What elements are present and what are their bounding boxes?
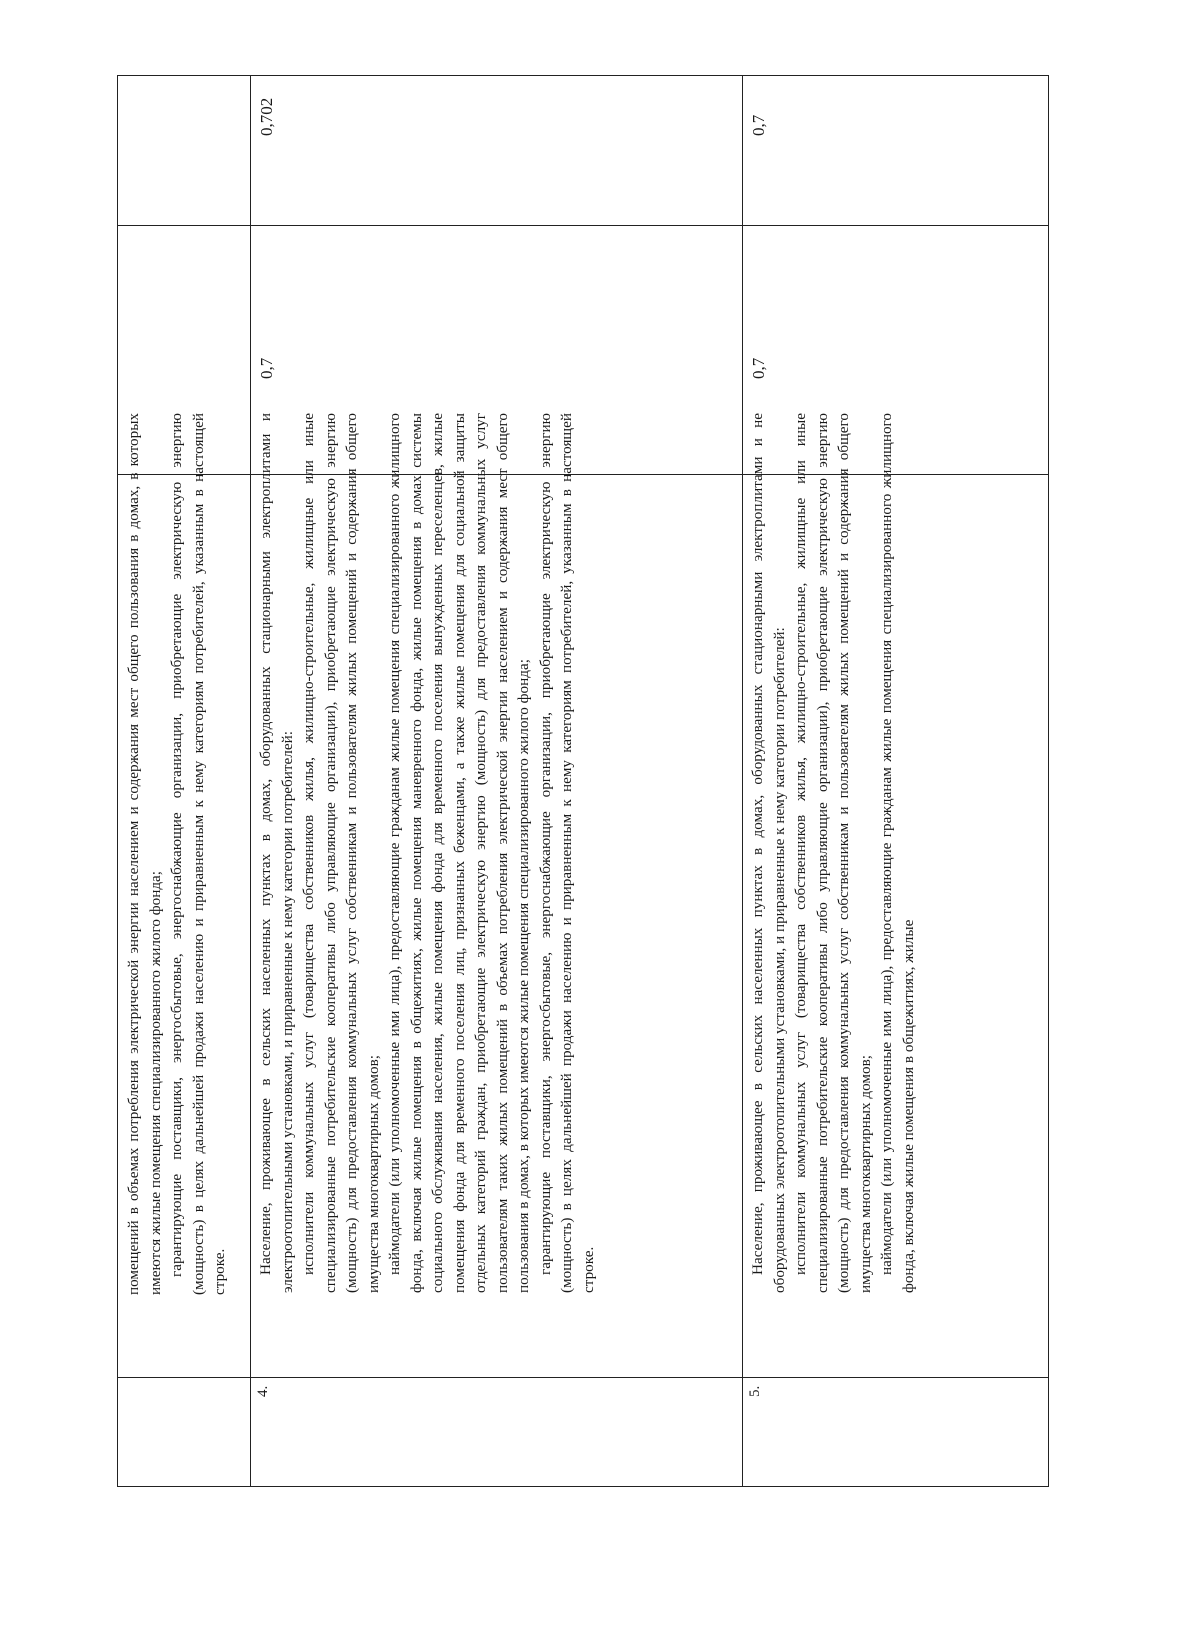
- row-text: [747, 413, 919, 1293]
- row-number: 5.: [747, 1385, 763, 1397]
- row-text: [123, 413, 231, 1295]
- value-cell: 0,702: [257, 97, 276, 136]
- paragraph: наймодатели (или уполномоченные ими лица), предоставляющие гражданам жилые помещения специализированного жилищного фонда, включая жилые помещения в общежитиях, жилые помещения маневренного фонда, жилые помещения в домах системы социального обслуживания населения, жилые помещения фонда для временного поселения вынужденных переселенцев, жилые помещения фонда для временного поселения лиц, признанных беженцами, а также жилые помещения для социальной защиты отдельных категорий граждан, приобретающие электрическую энергию (мощность) для предоставления коммунальных услуг пользователям таких жилых помещений в объемах потребления электрической энергии населением и содержания мест общего пользования в домах, в которых имеются жилые помещения специализированного жилого фонда;: [386, 413, 532, 1293]
- value-cell: 0,7: [257, 357, 276, 379]
- value-cell: 0,7: [749, 357, 768, 379]
- paragraph: помещений в объемах потребления электрической энергии населением и содержания мест общего пользования в домах, в которых имеются жилые помещения специализированного жилого фонда;: [125, 413, 164, 1295]
- table-row: [249, 75, 741, 1487]
- table-row: [741, 75, 1049, 1487]
- paragraph: гарантирующие поставщики, энергосбытовые, энергоснабжающие организации, приобретающие электрическую энергию (мощность) в целях дальнейшей продажи населению и приравненным к нему категориям потребителей, указанным в настоящей строке.: [536, 413, 597, 1293]
- row-text: [255, 413, 599, 1293]
- paragraph: гарантирующие поставщики, энергосбытовые, энергоснабжающие организации, приобретающие электрическую энергию (мощность) в целях дальнейшей продажи населению и приравненным к нему категориям потребителей, указанным в настоящей строке.: [168, 413, 228, 1295]
- paragraph: исполнители коммунальных услуг (товарищества собственников жилья, жилищно-строительные, жилищные или иные специализированные потребительские кооперативы либо управляющие организации), приобретающие электрическую энергию (мощность) для предоставления коммунальных услуг собственникам и пользователям жилых помещений и содержания общего имущества многоквартирных домов;: [300, 413, 382, 1293]
- paragraph: исполнители коммунальных услуг (товарищества собственников жилья, жилищно-строительные, жилищные или иные специализированные потребительские кооперативы либо управляющие организации), приобретающие электрическую энергию (мощность) для предоставления коммунальных услуг собственникам и пользователям жилых помещений и содержания общего имущества многоквартирных домов;: [792, 413, 874, 1293]
- row-number: 4.: [255, 1385, 271, 1397]
- table-row: [117, 75, 249, 1487]
- paragraph: Население, проживающее в сельских населенных пунктах в домах, оборудованных стационарными электроплитами и не оборудованных электроотопительными установками, и приравненные к нему категории потребителей:: [749, 413, 788, 1293]
- paragraph: Население, проживающее в сельских населенных пунктах в домах, оборудованных стационарными электроплитами и электроотопительными установками, и приравненные к нему категории потребителей:: [257, 413, 296, 1293]
- value-cell: 0,7: [749, 114, 768, 136]
- paragraph: наймодатели (или уполномоченные ими лица), предоставляющие гражданам жилые помещения специализированного жилищного фонда, включая жилые помещения в общежитиях, жилые: [878, 413, 917, 1293]
